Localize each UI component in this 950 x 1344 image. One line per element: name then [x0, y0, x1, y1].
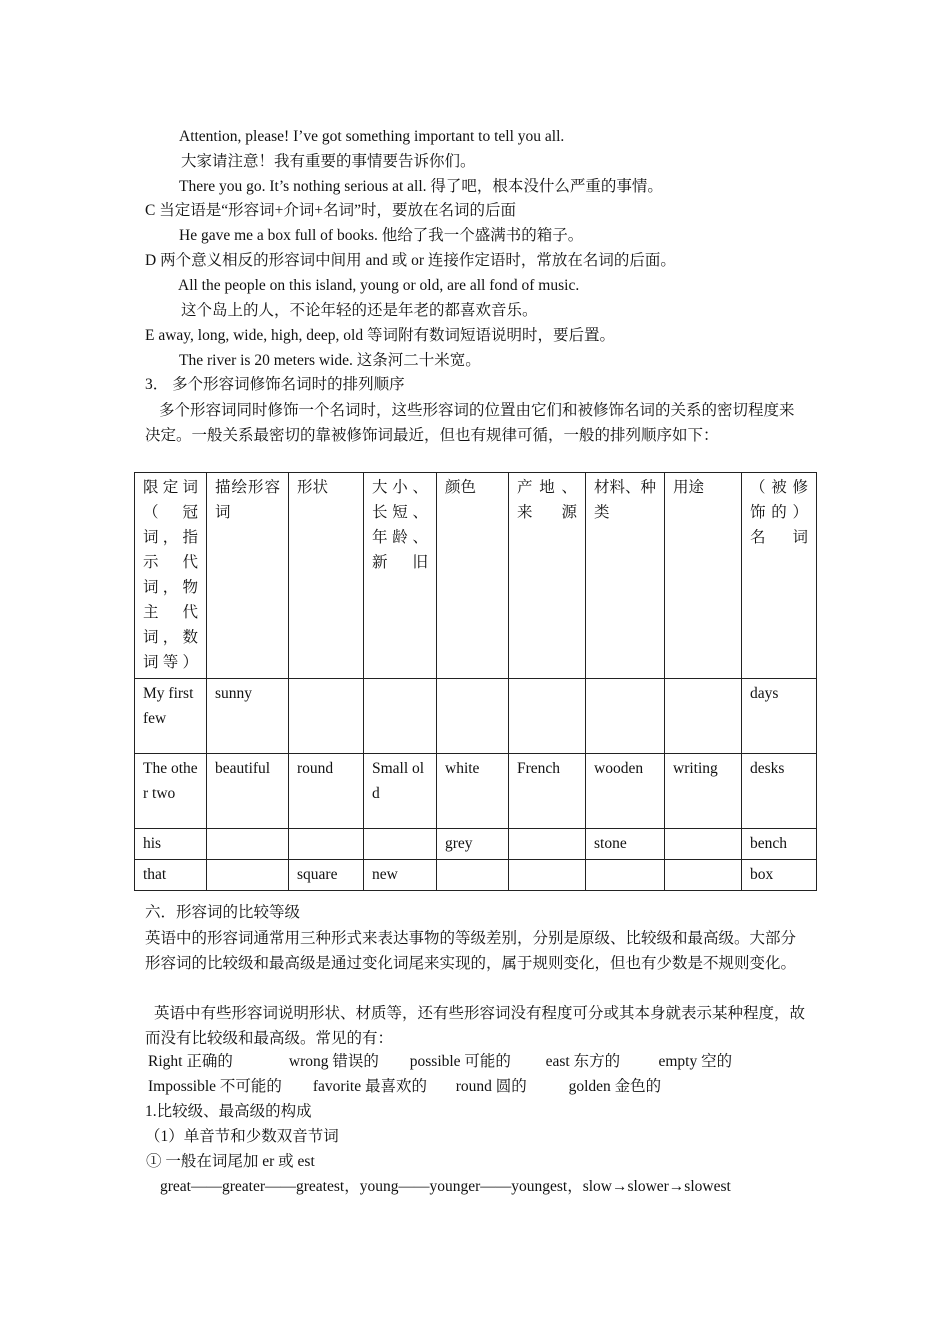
header-cell: 产地、来源 [509, 473, 586, 679]
adjective-item: empty 空的 [658, 1053, 733, 1070]
table-cell: grey [437, 829, 509, 860]
rule-c: C 当定语是“形容词+介词+名词”时，要放在名词的后面 [145, 202, 516, 219]
table-row [135, 860, 817, 891]
adjective-list-row [148, 1051, 732, 1073]
table-cell [665, 679, 742, 754]
table-header-row [135, 473, 817, 679]
table-cell [586, 679, 665, 754]
table-cell: round [289, 754, 364, 829]
paragraph: 英语中的形容词通常用三种形式来表达事物的等级差别，分别是原级、比较级和最高级。大部分形容词的比较级和最高级是通过变化词尾来实现的，属于规则变化，但也有少数是不规则变化。 [145, 930, 797, 972]
example-sentence-en: All the people on this island, young or old, are all fond of music. [178, 277, 580, 294]
table-cell [509, 679, 586, 754]
example-line: great——greater——greatest，young——younger——youngest，slow→slower→slowest [160, 1178, 731, 1195]
example-sentence: He gave me a box full of books. 他给了我一个盛满书的箱子。 [179, 227, 584, 244]
table-cell: days [742, 679, 817, 754]
header-cell: 形状 [289, 473, 364, 679]
header-cell: 颜色 [437, 473, 509, 679]
table-cell: square [289, 860, 364, 891]
table-cell [437, 860, 509, 891]
table-cell [665, 860, 742, 891]
adjective-item: Right 正确的 [148, 1053, 233, 1070]
subsection-heading: （1）单音节和少数双音节词 [145, 1128, 339, 1145]
example-sentence: The river is 20 meters wide. 这条河二十米宽。 [179, 352, 481, 369]
table-cell: white [437, 754, 509, 829]
adjective-item: round 圆的 [455, 1078, 527, 1095]
adjective-order-table [134, 472, 817, 891]
header-cell: （被修饰的）名词 [742, 473, 817, 679]
section-title: 六．形容词的比较等级 [145, 904, 301, 921]
intro-paragraph: 多个形容词同时修饰一个名词时，这些形容词的位置由它们和被修饰名词的关系的密切程度来决定。一般关系最密切的靠被修饰词最近，但也有规律可循，一般的排列顺序如下： [145, 402, 795, 444]
table-cell: his [135, 829, 207, 860]
table-cell [207, 860, 289, 891]
example-sentence: There you go. It’s nothing serious at all. 得了吧，根本没什么严重的事情。 [179, 178, 663, 195]
table-row [135, 829, 817, 860]
adjective-item: wrong 错误的 [288, 1053, 379, 1070]
table-cell: bench [742, 829, 817, 860]
example-sentence-zh: 大家请注意！我有重要的事情要告诉你们。 [181, 153, 476, 170]
table-cell [364, 679, 437, 754]
table-row [135, 754, 817, 829]
subsection-heading: 1.比较级、最高级的构成 [145, 1103, 312, 1120]
rule-d: D 两个意义相反的形容词中间用 and 或 or 连接作定语时，常放在名词的后面。 [145, 252, 676, 269]
table-cell [509, 860, 586, 891]
table-cell [586, 860, 665, 891]
adjective-item: favorite 最喜欢的 [312, 1078, 427, 1095]
table-row [135, 679, 817, 754]
header-cell: 描绘形容词 [207, 473, 289, 679]
table-cell [289, 829, 364, 860]
rule-line: ① 一般在词尾加 er 或 est [146, 1153, 315, 1170]
table-cell: sunny [207, 679, 289, 754]
table-cell [364, 829, 437, 860]
table-cell: new [364, 860, 437, 891]
table-cell: The other two [135, 754, 207, 829]
table-cell: French [509, 754, 586, 829]
table-cell [437, 679, 509, 754]
adjective-list-row [148, 1076, 661, 1098]
header-cell: 限定词（冠词，指示代词，物主代词，数词等） [135, 473, 207, 679]
table-cell: box [742, 860, 817, 891]
adjective-item: possible 可能的 [409, 1053, 511, 1070]
section-heading: 3． 多个形容词修饰名词时的排列顺序 [145, 376, 405, 393]
table-cell: stone [586, 829, 665, 860]
table-cell: writing [665, 754, 742, 829]
example-sentence-zh: 这个岛上的人，不论年轻的还是年老的都喜欢音乐。 [181, 302, 538, 319]
rule-e: E away, long, wide, high, deep, old 等词附有数词短语说明时，要后置。 [145, 327, 615, 344]
adjective-item: Impossible 不可能的 [148, 1078, 282, 1095]
table-cell [289, 679, 364, 754]
table-cell: My first few [135, 679, 207, 754]
header-cell: 大小、长短、年龄、新旧 [364, 473, 437, 679]
table-cell: Small old [364, 754, 437, 829]
table-cell: wooden [586, 754, 665, 829]
table-cell: beautiful [207, 754, 289, 829]
table-cell [665, 829, 742, 860]
table-cell [207, 829, 289, 860]
table-cell: that [135, 860, 207, 891]
table-cell: desks [742, 754, 817, 829]
table-cell [509, 829, 586, 860]
header-cell: 材料、种类 [586, 473, 665, 679]
example-sentence-en: Attention, please! I’ve got something important to tell you all. [179, 128, 565, 145]
paragraph: 英语中有些形容词说明形状、材质等，还有些形容词没有程度可分或其本身就表示某种程度，故而没有比较级和最高级。常见的有： [145, 1005, 806, 1047]
header-cell: 用途 [665, 473, 742, 679]
adjective-item: golden 金色的 [568, 1078, 662, 1095]
adjective-item: east 东方的 [545, 1053, 621, 1070]
